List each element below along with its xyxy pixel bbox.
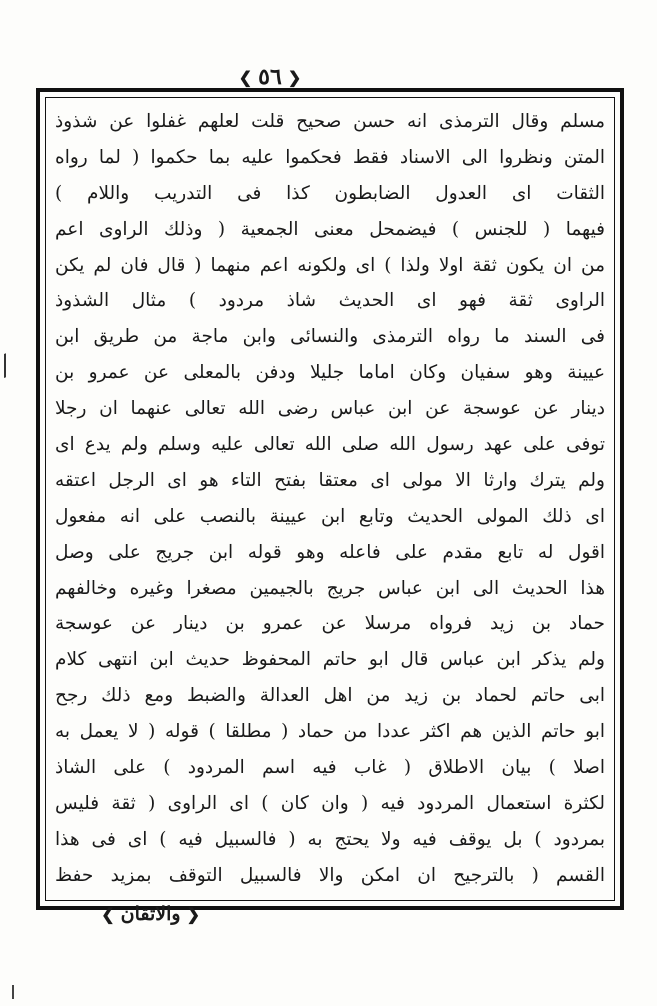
text-line: فيهما ( للجنس ) فيضمحل معنى الجمعية ( وذلك الراوى اعم (55, 218, 605, 240)
catchword-left-ornament-icon: ❯ (101, 904, 115, 924)
margin-mark (4, 350, 16, 378)
text-line: القسم ( بالترجيح ان امكن والا فالسبيل التوقف بمزيد حفظ (55, 864, 605, 886)
text-line: اصلا ) بيان الاطلاق ( غاب فيه اسم المردود ) على الشاذ (55, 757, 605, 779)
margin-mark (12, 985, 22, 999)
text-block (55, 104, 605, 894)
text-line: اقول له تابع مقدم على فاعله وهو قوله ابن جريج على وصل (55, 541, 605, 563)
text-line: اى ذلك المولى الحديث وتابع ابن عيينة بالنصب على انه مفعول (55, 505, 605, 527)
text-line: فى السند ما رواه الترمذى والنسائى وابن ماجة من طريق ابن (55, 326, 605, 348)
text-line: لكثرة استعمال المردود فيه ( وان كان ) اى الراوى ( ثقة فليس (55, 792, 605, 814)
text-line: دينار عن عوسجة عن ابن عباس رضى الله تعالى عنهما ان رجلا (55, 398, 605, 420)
catchword-text: والاتقان (120, 903, 181, 925)
text-line: المتن ونظروا الى الاسناد فقط فحكموا عليه بما حكموا ( لما رواه (55, 146, 605, 168)
text-line: ولم يذكر ابن عباس قال ابو حاتم المحفوظ حديث ابن انتهى كلام (55, 649, 605, 671)
text-line: ابى حاتم لحماد بن زيد من اهل العدالة والضبط ومع ذلك رجح (55, 685, 605, 707)
text-line: توفى على عهد رسول الله صلى الله تعالى عليه وسلم ولم يدع اى (55, 434, 605, 456)
text-line: ولم يترك وارثا الا مولى اى معتقا بفتح التاء هو اى الرجل اعتقه (55, 469, 605, 491)
text-line: الراوى ثقة فهو اى الحديث شاذ مردود ) مثال الشذوذ (55, 290, 605, 312)
text-line: حماد بن زيد فرواه مرسلا عن عمرو بن دينار عن عوسجة (55, 613, 605, 635)
text-line: هذا الحديث الى ابن عباس جريج بالجيمين مصغرا وغيره وخالفهم (55, 577, 605, 599)
text-line: مسلم وقال الترمذى انه حسن صحيح قلت لعلهم غفلوا عن شذوذ (55, 111, 605, 132)
text-line: الثقات اى العدول الضابطون كذا فى التدريب واللام ) (55, 182, 605, 204)
text-line: ابو حاتم الذين هم اكثر عددا من حماد ( مطلقا ) قوله ( لا يعمل به (55, 721, 605, 743)
text-line: بمردود ) بل يوقف فيه ولا يحتج به ( فالسبيل فيه ) اى فى هذا (55, 828, 605, 850)
text-line: من ان يكون ثقة اولا ولذا ) اى ولكونه اعم منهما ( قال فان لم يكن (55, 254, 605, 276)
text-line: عيينة وهو سفيان وكان اماما جليلا ودفن بالمعلى عن عمرو بن (55, 362, 605, 384)
catchword-right-ornament-icon: ❮ (186, 904, 200, 924)
left-ornament-icon: ❮ (238, 67, 253, 87)
catchword (70, 898, 200, 930)
right-ornament-icon: ❯ (287, 67, 302, 87)
page-number-text: ٥٦ (258, 64, 282, 90)
